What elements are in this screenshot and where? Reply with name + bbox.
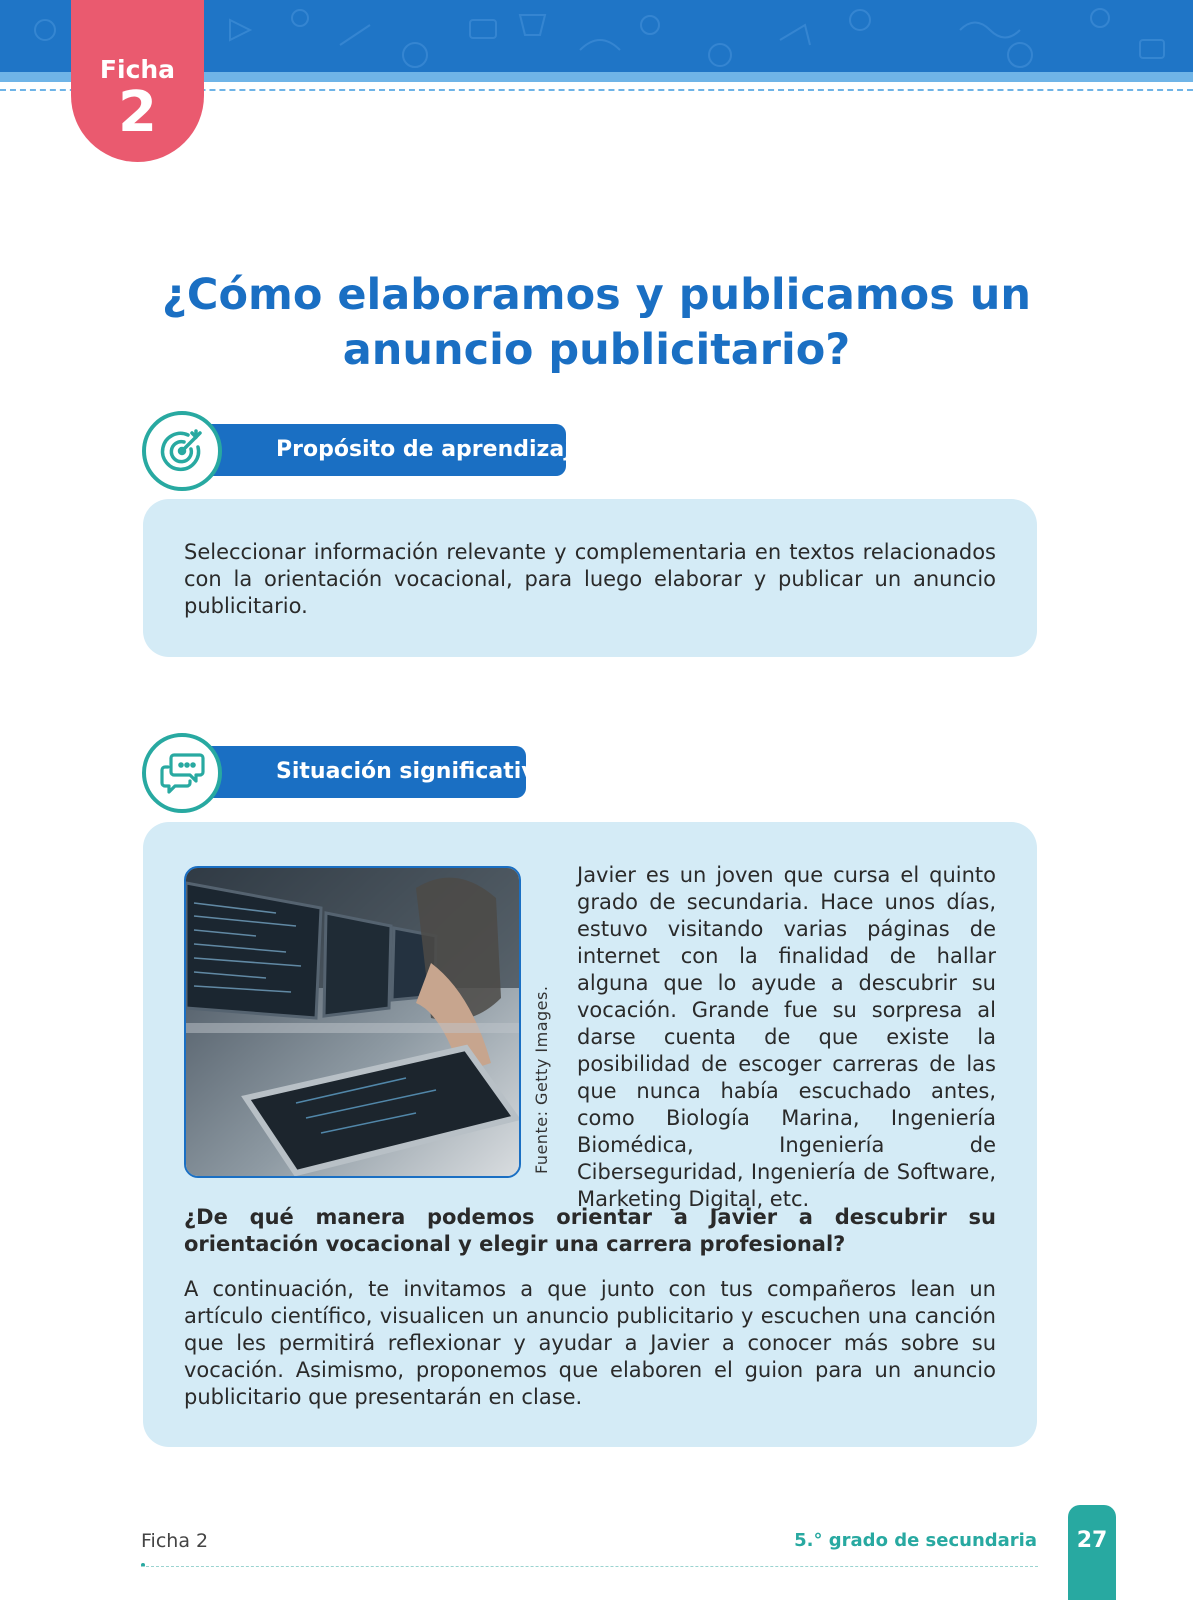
- situacion-question: ¿De qué manera podemos orientar a Javier a descubrir su orientación vocacional y elegir una carrera profesional?: [184, 1205, 996, 1256]
- situacion-label: Situación significativa: [276, 759, 551, 784]
- developer-tablet-illustration: [186, 868, 519, 1176]
- situacion-intro: Javier es un joven que cursa el quinto grado de secundaria. Hace unos días, estuvo visitando varias páginas de internet con la finalidad de hallar alguna que lo ayude a descubrir su vocación. Grande fue su sorpresa al darse cuenta de que existe la posibilidad de escoger carreras de las que nunca había escuchado antes, como Biología Marina, Ingeniería Biomédica, Ingeniería de Ciberseguridad, Ingeniería de Software, Marketing Digital, etc.: [577, 863, 996, 1211]
- proposito-header: [180, 424, 587, 476]
- ficha-number: 2: [118, 80, 157, 145]
- situacion-header: [180, 746, 551, 798]
- target-icon: [142, 411, 222, 491]
- footer-grade-label: 5.° grado de secundaria: [794, 1530, 1037, 1551]
- footer-section-label: Ficha 2: [141, 1530, 209, 1552]
- page-title: ¿Cómo elaboramos y publicamos un anuncio publicitario?: [161, 270, 1032, 375]
- photo-developer-tablet: [184, 866, 521, 1178]
- proposito-box: [143, 499, 1037, 657]
- proposito-text: Seleccionar información relevante y complementaria en textos relacionados con la orientación vocacional, para luego elaborar y publicar un anuncio publicitario.: [184, 540, 996, 618]
- footer-dashed-line: [141, 1566, 1038, 1567]
- proposito-label: Propósito de aprendizaje: [276, 437, 587, 462]
- ficha-badge: [71, 0, 204, 162]
- situacion-closing: A continuación, te invitamos a que junto con tus compañeros lean un artículo científico, visualicen un anuncio publicitario y escuchen una canción que les permitirá reflexionar y ayudar a Javier a conocer más sobre su vocación. Asimismo, proponemos que elaboren el guion para un anuncio publicitario que presentarán en clase.: [184, 1277, 996, 1409]
- chat-bubbles-icon: [142, 733, 222, 813]
- page-number: 27: [1068, 1505, 1116, 1600]
- photo-credit: Fuente: Getty Images.: [532, 985, 551, 1174]
- ficha-label: Ficha: [99, 55, 176, 84]
